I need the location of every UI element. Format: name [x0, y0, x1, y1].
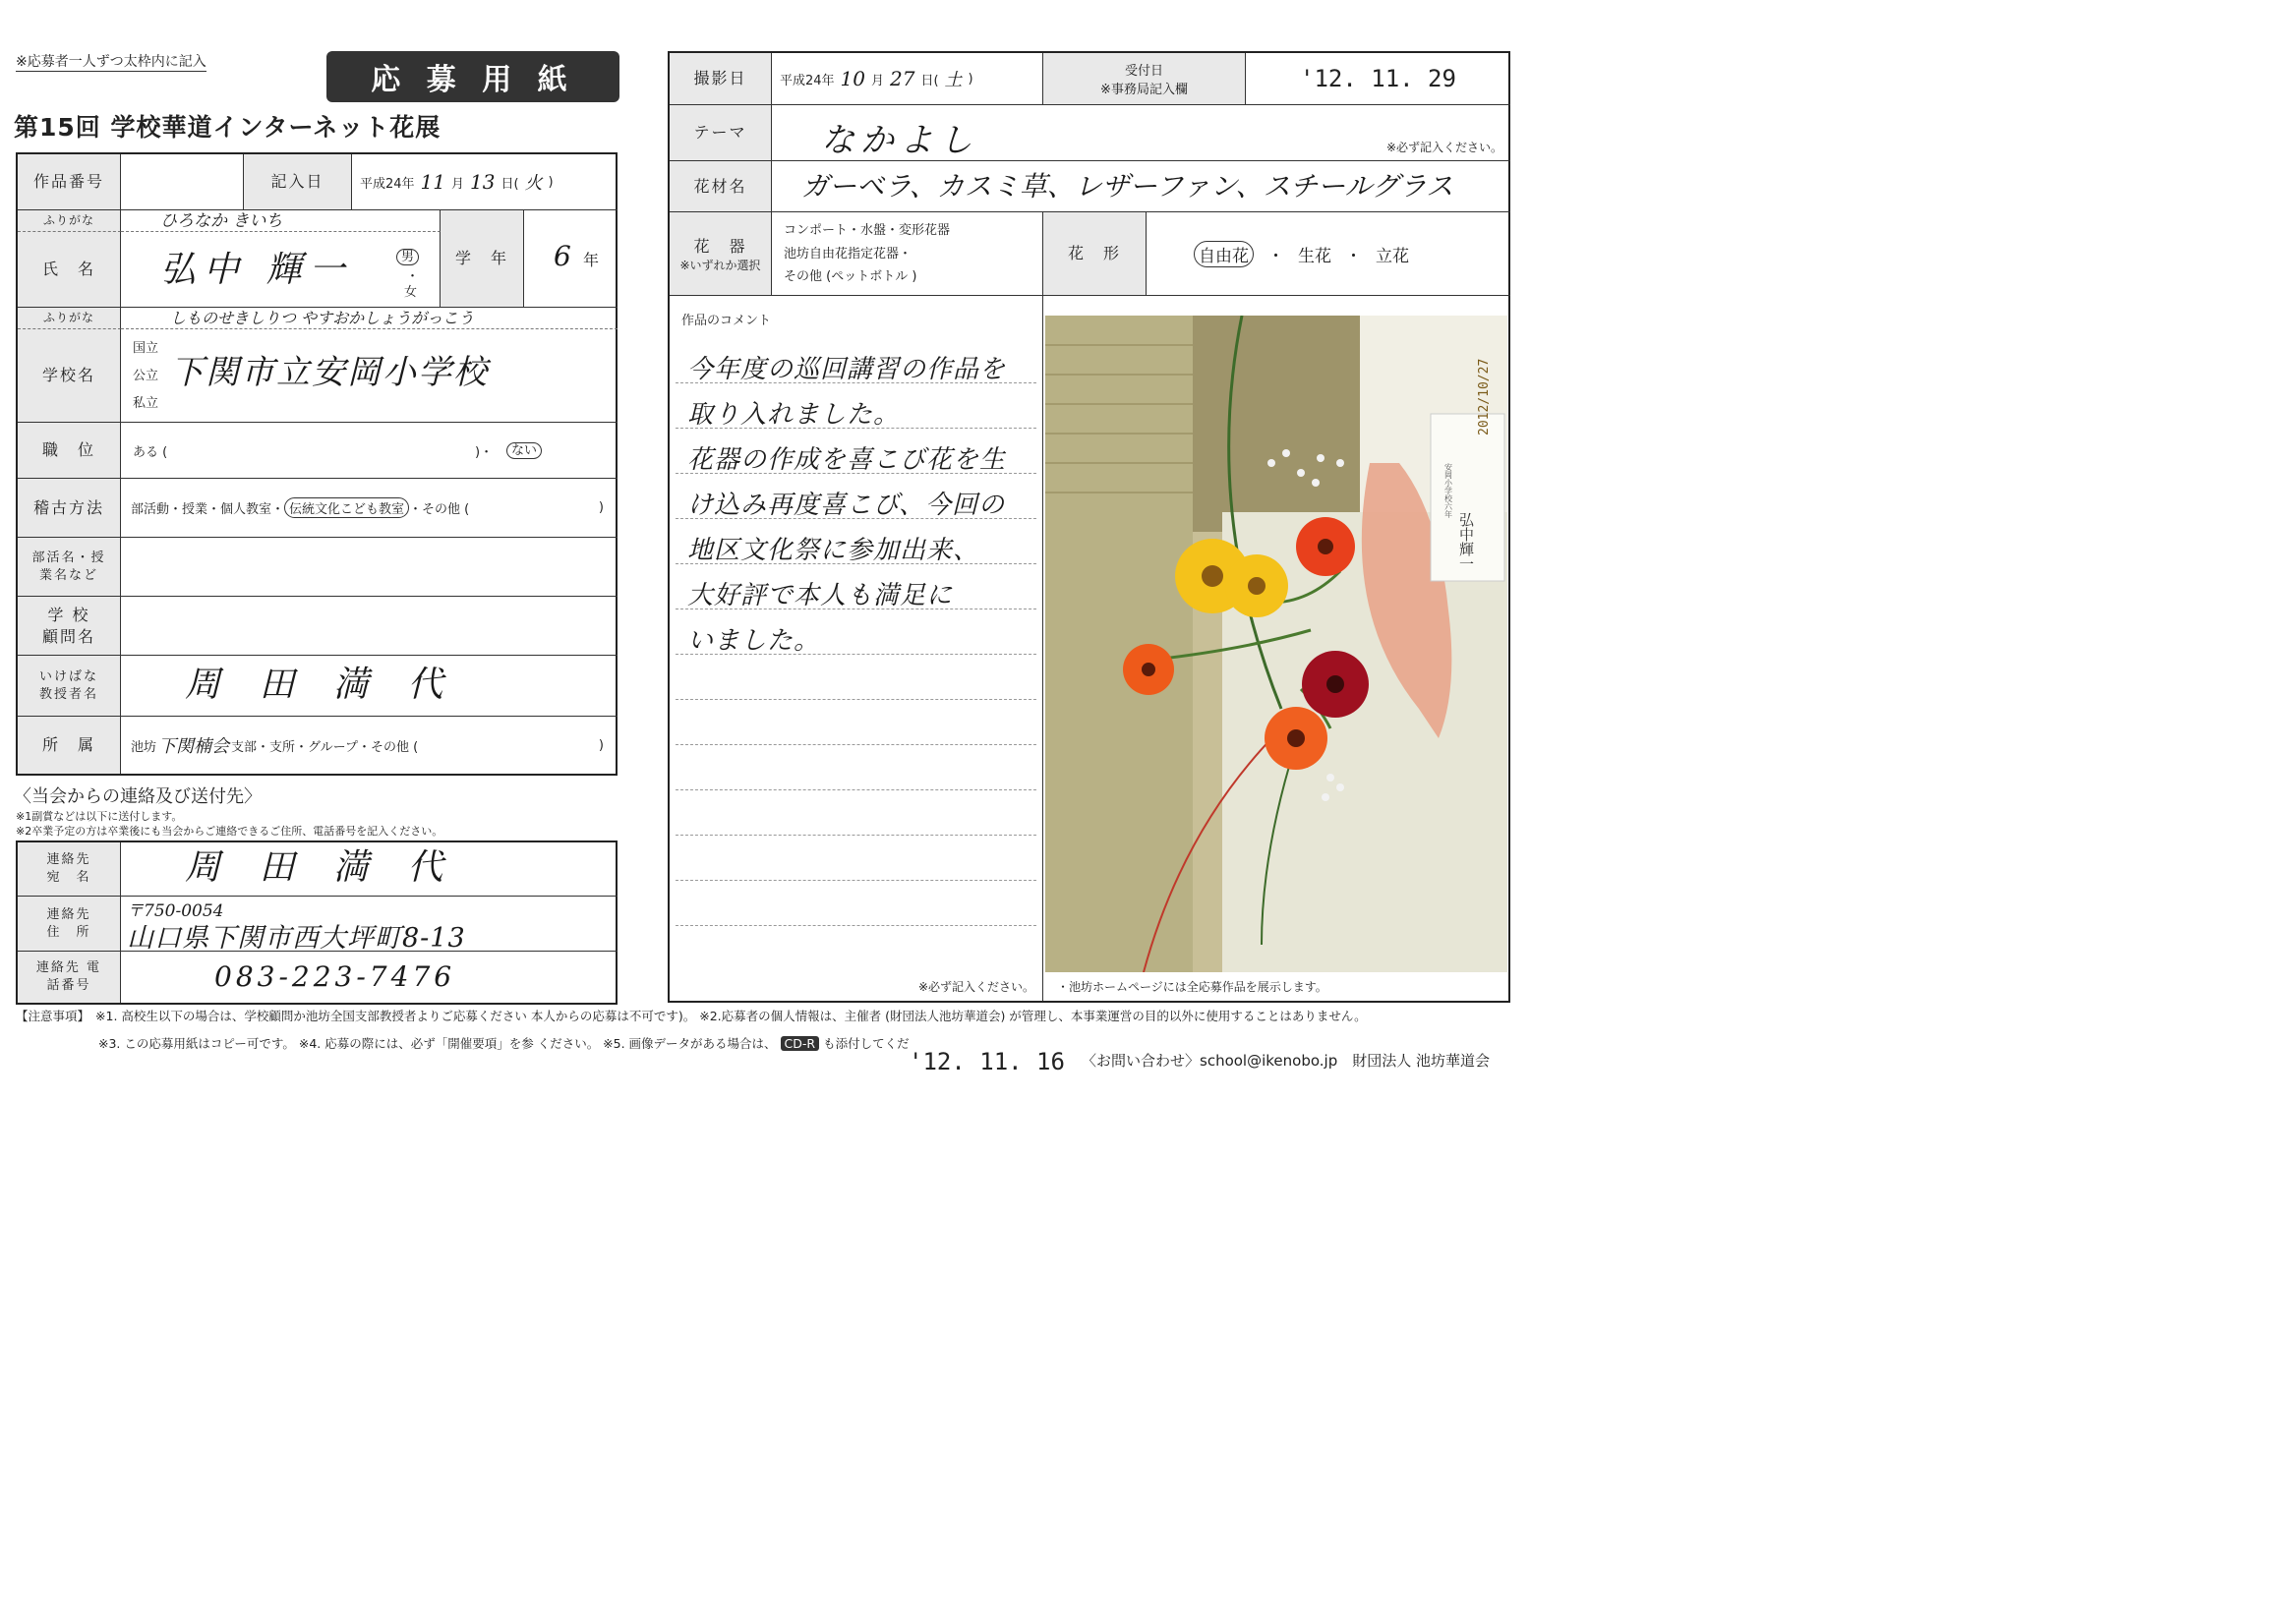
affiliation-close: ) — [598, 737, 604, 753]
style-sep-1: ・ — [1267, 246, 1284, 266]
received-stamp: '12. 11. 16 — [909, 1048, 1065, 1075]
vessel-option-2: 池坊自由花指定花器・ — [784, 247, 913, 261]
school-type-public: 公立 — [133, 369, 159, 383]
shoot-date-field[interactable] — [772, 53, 1043, 105]
received-label-1: 受付日 — [1124, 64, 1163, 79]
comment-lines — [676, 337, 1036, 956]
name-furigana-field[interactable]: ひろなか きいち — [121, 210, 441, 232]
name-label: 氏 名 — [18, 232, 121, 308]
contact-to-field[interactable]: 周 田 満 代 — [121, 842, 618, 897]
affiliation-prefix: 池坊 — [131, 739, 157, 755]
comment-line: 取り入れました。 — [687, 400, 901, 430]
instructor-field[interactable]: 周 田 満 代 — [121, 656, 618, 717]
cdr-badge: CD-R — [781, 1036, 820, 1051]
applicant-form — [16, 152, 618, 776]
position-field[interactable] — [121, 423, 618, 479]
contact-form — [16, 840, 618, 1005]
shoot-day-unit: 日( — [920, 73, 939, 88]
footer-label: 【注意事項】 — [16, 1009, 90, 1023]
theme-field[interactable] — [772, 105, 1510, 161]
style-option-3: 立花 — [1376, 246, 1409, 266]
practice-field[interactable] — [121, 479, 618, 538]
name-furigana-label: ふりがな — [18, 210, 121, 232]
affiliation-label: 所 属 — [18, 717, 121, 774]
date-era: 平成24年 — [360, 176, 415, 192]
advisor-field[interactable] — [121, 597, 618, 656]
name-field[interactable] — [121, 232, 441, 308]
comment-line: け込み再度喜こび、今回の — [687, 491, 1005, 520]
school-type-private: 私立 — [133, 396, 159, 411]
affiliation-branch: 下関楠会 — [158, 736, 230, 757]
comment-line: 地区文化祭に参加出来、 — [687, 536, 980, 565]
practice-label: 稽古方法 — [18, 479, 121, 538]
advisor-label: 学 校 顧問名 — [18, 597, 121, 656]
received-label — [1043, 53, 1246, 105]
photo-date-stamp: 2012/10/27 — [1477, 358, 1492, 435]
comment-line: いました。 — [687, 626, 821, 656]
grade-label: 学 年 — [441, 210, 524, 308]
position-label: 職 位 — [18, 423, 121, 479]
received-label-2: ※事務局記入欄 — [1100, 83, 1188, 97]
date-month: 11 — [420, 170, 445, 194]
school-value: 下関市立安岡小学校 — [170, 353, 489, 392]
practice-options-a: 部活動・授業・個人教室・ — [131, 502, 285, 517]
contact-postal: 〒750-0054 — [127, 901, 224, 921]
school-label: 学校名 — [18, 329, 121, 423]
style-option-2: 生花 — [1298, 246, 1331, 266]
theme-note: ※必ず記入ください。 — [1385, 141, 1502, 154]
shoot-weekday: 土 — [944, 70, 963, 90]
style-field[interactable] — [1147, 212, 1510, 296]
affiliation-field[interactable] — [121, 717, 618, 774]
school-type-national: 国立 — [133, 341, 159, 356]
shoot-day: 27 — [890, 67, 915, 90]
footer-contact: 〈お問い合わせ〉school@ikenobo.jp 財団法人 池坊華道会 — [1082, 1052, 1490, 1070]
date-day: 13 — [470, 170, 496, 194]
comment-note: ※必ず記入ください。 — [917, 980, 1034, 994]
contact-address-field[interactable] — [121, 897, 618, 952]
date-field[interactable] — [352, 154, 618, 210]
date-close: ) — [548, 174, 554, 190]
shoot-era: 平成24年 — [780, 73, 835, 88]
instructor-label: いけばな 教授者名 — [18, 656, 121, 717]
gender-male: 男 — [396, 246, 419, 264]
style-label: 花 形 — [1043, 212, 1147, 296]
vessel-label — [670, 212, 772, 296]
practice-options-b: ・その他 ( — [409, 502, 470, 517]
page-title: 第15回 学校華道インターネット花展 — [14, 113, 442, 142]
form-label: 応 募 用 紙 — [326, 51, 619, 102]
theme-value: なかよし — [821, 121, 978, 160]
affiliation-suffix: 支部・支所・グループ・その他 ( — [231, 739, 419, 755]
entry-notice: ※応募者一人ずつ太枠内に記入 — [16, 51, 206, 72]
date-weekday: 火 — [524, 173, 543, 194]
school-furigana-label: ふりがな — [18, 308, 121, 329]
date-label: 記入日 — [244, 154, 352, 210]
contact-note-1: ※1副賞などは以下に送付します。 — [16, 810, 183, 823]
material-label: 花材名 — [670, 161, 772, 212]
contact-note-2: ※2卒業予定の方は卒業後にも当会からご連絡できるご住所、電話番号を記入ください。 — [16, 825, 443, 838]
club-field[interactable] — [121, 538, 618, 597]
style-sep-2: ・ — [1345, 246, 1362, 266]
contact-address: 山口県下関市西大坪町8-13 — [127, 923, 466, 954]
vessel-label-text: 花 器 — [693, 237, 747, 256]
contact-tel-field[interactable]: 083-223-7476 — [214, 960, 456, 993]
shoot-month: 10 — [840, 67, 865, 90]
comment-label: 作品のコメント — [681, 314, 772, 328]
comment-line: 花器の作成を喜こび花を生 — [687, 445, 1007, 475]
shoot-close: ) — [968, 71, 973, 87]
footer-line-2b: も添付してくだ — [823, 1036, 910, 1051]
comment-line: 大好評で本人も満足に — [687, 581, 954, 610]
position-no: ない — [506, 439, 542, 458]
footer-line-1: ※1. 高校生以下の場合は、学校顧問か池坊全国支部教授者よりご応募ください 本人からの応募は不可です)。 ※2.応募者の個人情報は、主催者 (財団法人池坊華道会) が管理し、本事業運営の目的以外に使用することはありません。 — [95, 1009, 1367, 1023]
material-field[interactable]: ガーベラ、カスミ草、レザーファン、スチールグラス — [772, 161, 1510, 212]
work-form — [668, 51, 1510, 1003]
style-selected: 自由花 — [1194, 241, 1254, 267]
work-no-label: 作品番号 — [18, 154, 121, 210]
grade-unit: 年 — [583, 251, 600, 269]
contact-heading: 〈当会からの連絡及び送付先〉 — [14, 786, 262, 807]
comment-line: 今年度の巡回講習の作品を — [687, 355, 1007, 384]
photo-name-card: 弘中輝一 — [1457, 512, 1475, 571]
photo-note: ・池坊ホームページには全応募作品を展示します。 — [1057, 980, 1327, 994]
vessel-field[interactable] — [772, 212, 1043, 296]
practice-close: ) — [598, 500, 604, 515]
contact-address-label: 連絡先 住 所 — [18, 897, 121, 952]
grade-field[interactable] — [524, 210, 618, 308]
photo-area — [1043, 296, 1510, 1001]
name-value: 弘中 輝一 — [160, 250, 353, 290]
received-date: '12. 11. 29 — [1246, 53, 1510, 105]
school-field[interactable] — [121, 329, 618, 423]
comment-field[interactable] — [670, 296, 1043, 1001]
position-yes: ある ( — [133, 445, 168, 460]
grade-value: 6 — [554, 240, 571, 272]
position-close: )・ — [475, 445, 494, 460]
theme-label: テーマ — [670, 105, 772, 161]
vessel-label-sub: ※いずれか選択 — [679, 259, 761, 272]
work-no-field[interactable] — [121, 154, 244, 210]
club-label: 部活名・授業名など — [18, 538, 121, 597]
vessel-option-1: コンポート・水盤・変形花器 — [784, 223, 951, 238]
shoot-month-unit: 月 — [871, 73, 885, 88]
footer-notes — [16, 1007, 1526, 1052]
flower-photo — [1045, 316, 1507, 972]
footer-line-2a: ※3. この応募用紙はコピー可です。 ※4. 応募の際には、必ず「開催要項」を参 ください。 ※5. 画像データがある場合は、 — [98, 1036, 777, 1051]
contact-to-label: 連絡先 宛 名 — [18, 842, 121, 897]
gender-female: 女 — [404, 285, 418, 300]
school-furigana-field[interactable]: しものせきしりつ やすおかしょうがっこう — [121, 308, 618, 329]
vessel-option-3: その他 (ペットボトル ) — [784, 269, 917, 284]
date-month-unit: 月 — [451, 176, 465, 192]
shoot-date-label: 撮影日 — [670, 53, 772, 105]
contact-tel-label: 連絡先 電話番号 — [18, 952, 121, 1003]
practice-selected: 伝統文化こども教室 — [284, 497, 409, 518]
date-day-unit: 日( — [500, 176, 519, 192]
gender-sep: ・ — [406, 269, 420, 284]
photo-card-school: 安岡小学校六年 — [1443, 463, 1453, 518]
